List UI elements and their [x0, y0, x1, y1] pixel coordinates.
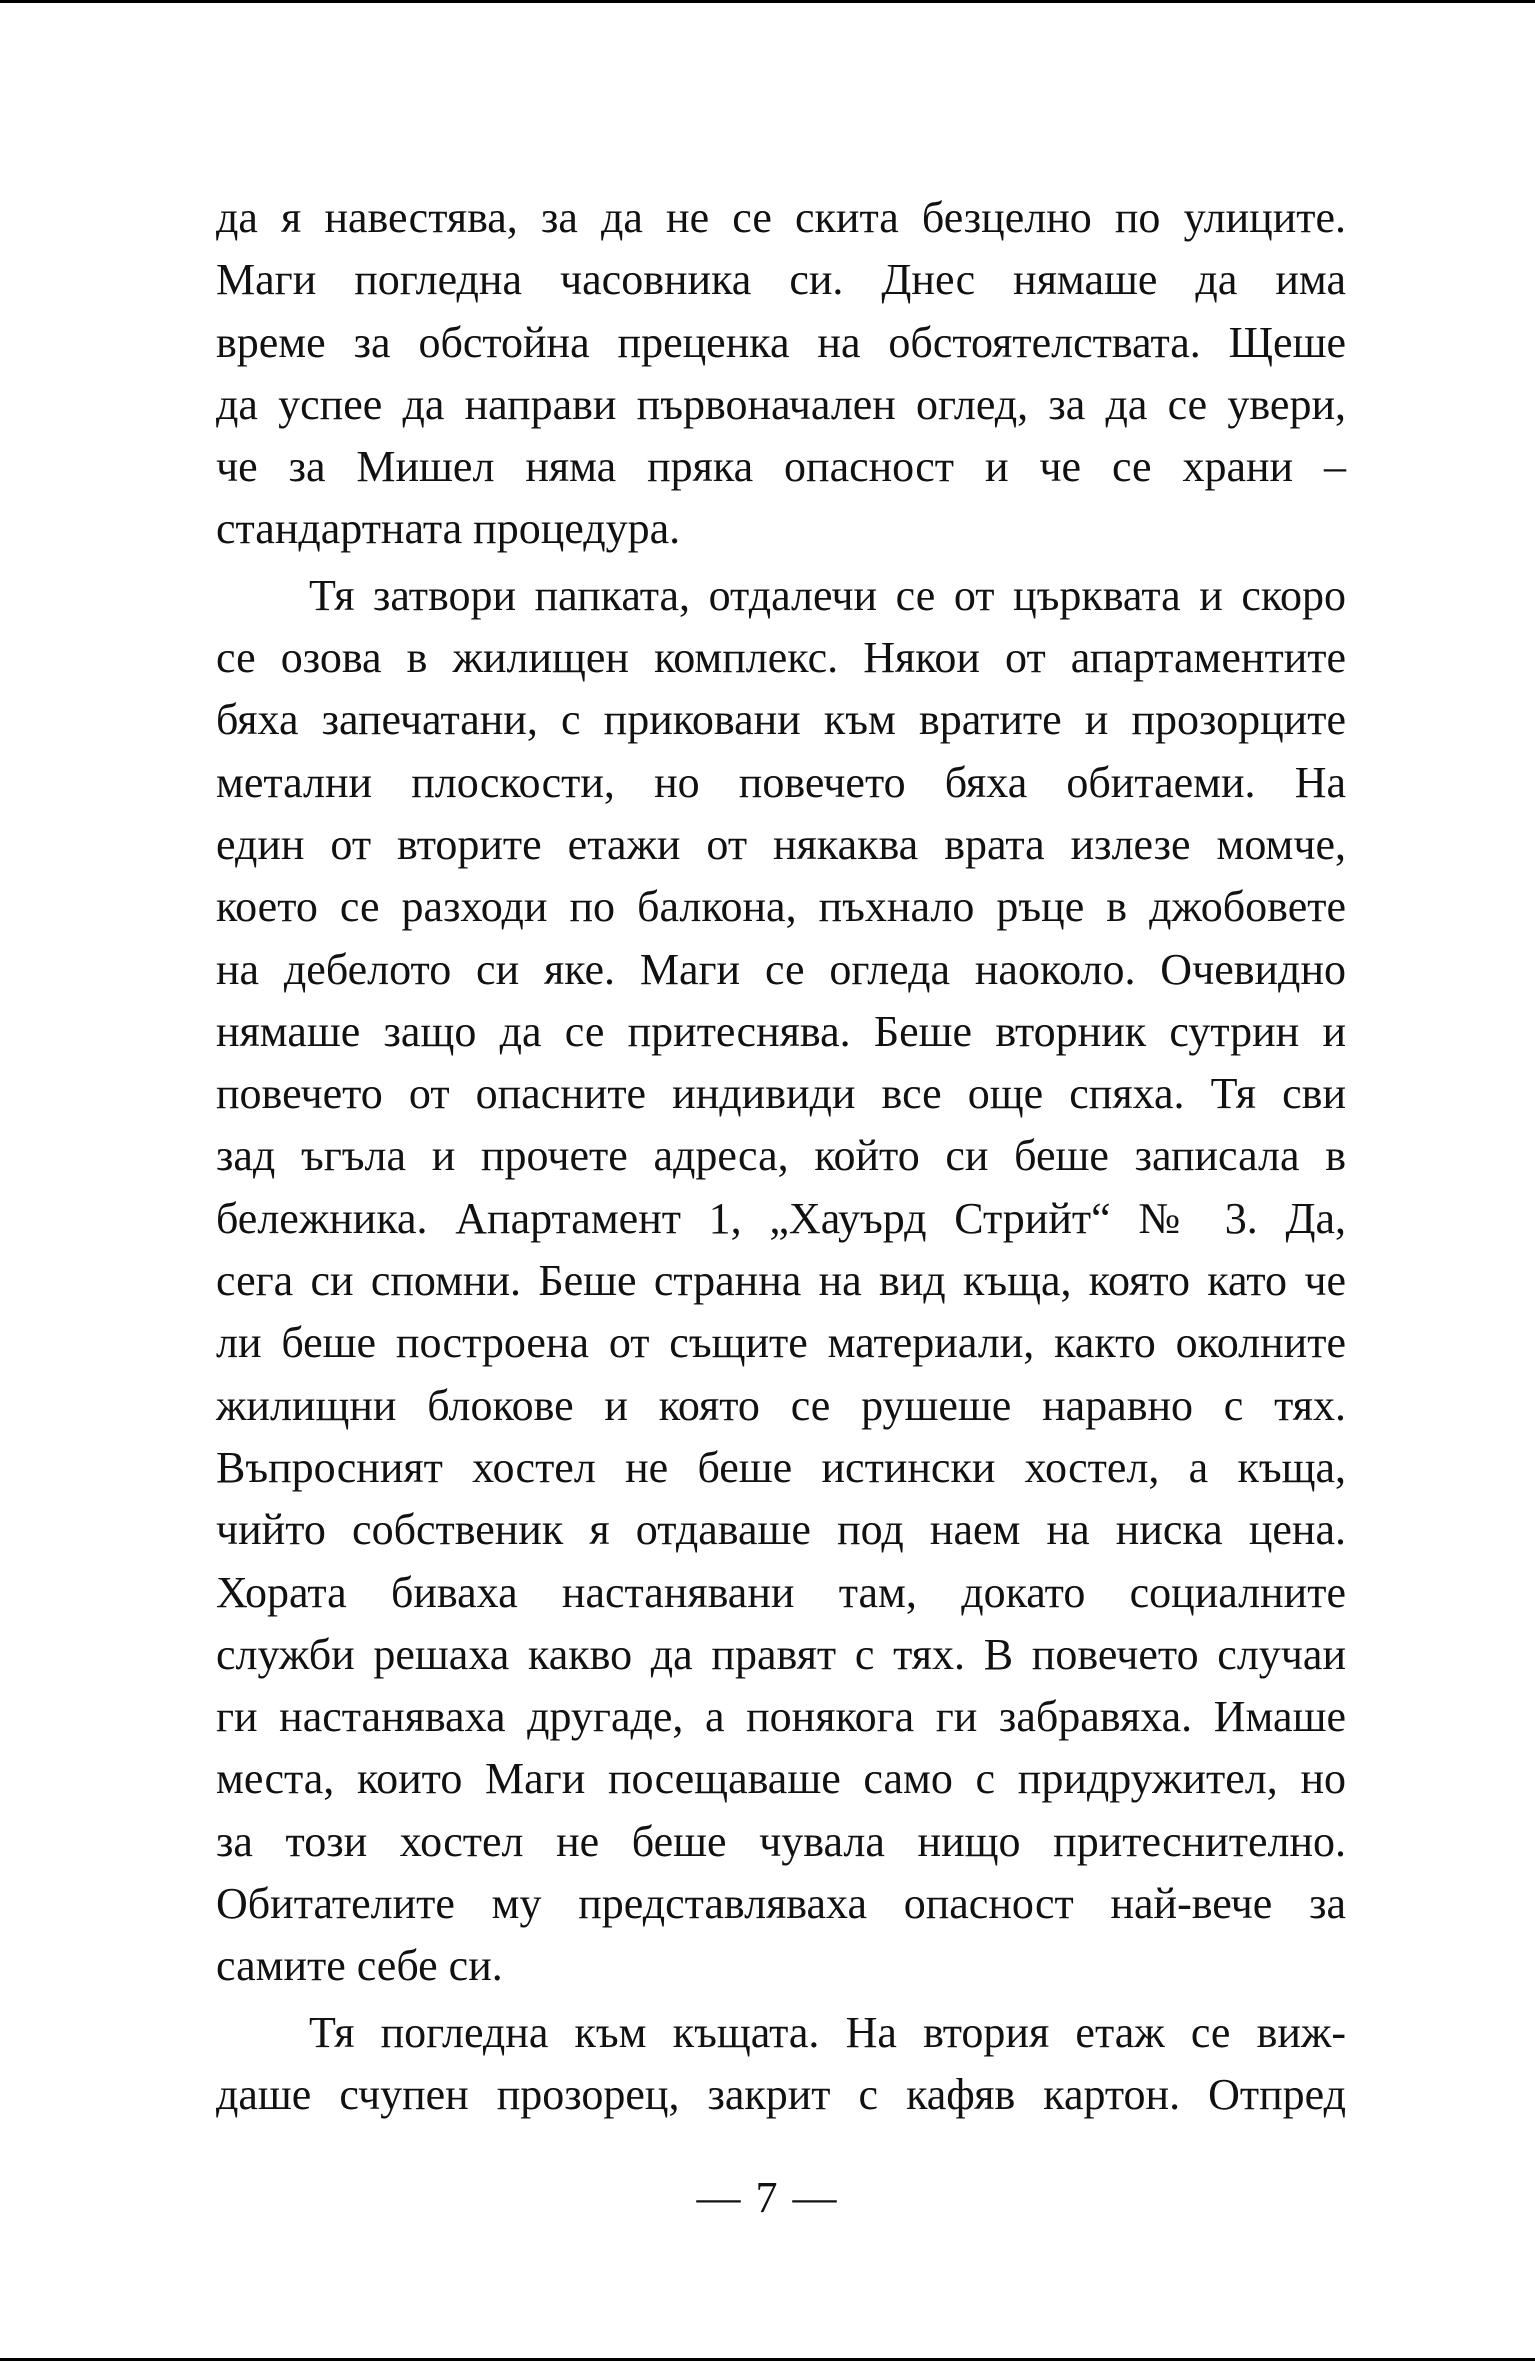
text-line: ли беше построена от същите материали, както околните — [216, 1318, 1346, 1368]
text-line: метални плоскости, но повечето бяха обитаеми. На — [216, 757, 1346, 807]
text-line: повечето от опасните индивиди все още спяха. Тя сви — [216, 1069, 1346, 1119]
text-line: Въпросният хостел не беше истински хостел, а къща, — [216, 1442, 1346, 1492]
text-line: жилищни блокове и която се рушеше наравно с тях. — [216, 1380, 1346, 1430]
paragraph-1 — [216, 187, 1346, 561]
text-line: се озова в жилищен комплекс. Някои от апартаментите — [216, 633, 1346, 683]
bottom-edge-line — [0, 2358, 1535, 2361]
text-line: за този хостел не беше чувала нищо притеснително. — [216, 1816, 1346, 1866]
text-line: Тя погледна към къщата. На втория етаж се виж- — [309, 2007, 1346, 2057]
top-edge-line — [0, 0, 1535, 3]
text-line: места, които Маги посещаваше само с придружител, но — [216, 1754, 1346, 1804]
text-line: стандартната процедура. — [216, 504, 681, 554]
text-line: че за Мишел няма пряка опасност и че се храни – — [216, 442, 1346, 492]
text-line: на дебелото си яке. Маги се огледа наоколо. Очевидно — [216, 944, 1346, 994]
body-text — [216, 187, 1346, 2126]
text-line: което се разходи по балкона, пъхнало ръце в джобовете — [216, 882, 1346, 932]
text-line: зад ъгъла и прочете адреса, който си беше записала в — [216, 1131, 1346, 1181]
text-line: да я навестява, за да не се скита безцелно по улиците. — [216, 193, 1346, 242]
text-line: самите себе си. — [216, 1941, 503, 1991]
text-line: да успее да направи първоначален оглед, за да се увери, — [216, 379, 1346, 429]
text-line: ги настаняваха другаде, а понякога ги забравяха. Имаше — [216, 1692, 1346, 1742]
text-line: чийто собственик я отдаваше под наем на ниска цена. — [216, 1505, 1346, 1555]
text-line: даше счупен прозорец, закрит с кафяв картон. Отпред — [216, 2069, 1346, 2119]
paragraph-3 — [216, 2002, 1346, 2127]
text-line: един от вторите етажи от някаква врата излезе момче, — [216, 819, 1346, 869]
page-number: — 7 — — [696, 2173, 839, 2222]
text-line: Хората биваха настанявани там, докато социалните — [216, 1567, 1346, 1617]
paragraph-2 — [216, 565, 1346, 1998]
text-line: Тя затвори папката, отдалечи се от църквата и скоро — [309, 570, 1346, 620]
text-line: бяха запечатани, с приковани към вратите и прозорците — [216, 695, 1346, 745]
text-line: бележника. Апартамент 1, „Хауърд Стрийт“ № 3. Да, — [216, 1193, 1346, 1243]
text-line: служби решаха какво да правят с тях. В повечето случаи — [216, 1629, 1346, 1679]
text-line: Обитателите му представляваха опасност най-вече за — [216, 1879, 1346, 1929]
text-line: нямаше защо да се притеснява. Беше вторник сутрин и — [216, 1006, 1346, 1056]
text-line: Маги погледна часовника си. Днес нямаше да има — [216, 255, 1346, 305]
text-line: сега си спомни. Беше странна на вид къща, която като че — [216, 1256, 1346, 1306]
text-line: време за обстойна преценка на обстоятелствата. Щеше — [216, 317, 1346, 367]
